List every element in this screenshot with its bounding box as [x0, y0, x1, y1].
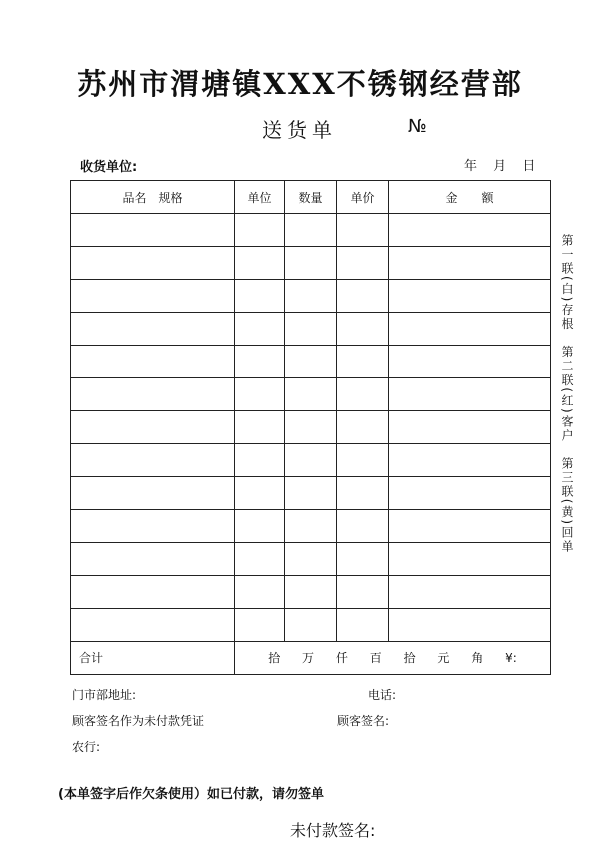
table-cell: [337, 542, 389, 575]
total-label: 合计: [71, 641, 235, 674]
column-header-unit: 单位: [235, 181, 285, 214]
table-row: [71, 312, 551, 345]
store-address-label: 门市部地址:: [72, 688, 137, 702]
table-cell: [285, 510, 337, 543]
table-row: [71, 575, 551, 608]
table-cell: [285, 378, 337, 411]
table-cell: [337, 312, 389, 345]
table-cell: [71, 575, 235, 608]
number-mark: №: [408, 116, 427, 137]
table-row: [71, 214, 551, 247]
date-year: 年: [464, 159, 478, 174]
table-cell: [71, 279, 235, 312]
unpaid-signature-label: 未付款签名:: [290, 821, 376, 840]
table-cell: [389, 411, 551, 444]
table-row: [71, 345, 551, 378]
date-month: 月: [493, 159, 507, 174]
table-cell: [235, 279, 285, 312]
table-cell: [71, 510, 235, 543]
copy-instructions: 第一联(白)存根 第二联(红)客户 第三联(黄)回单: [560, 234, 574, 555]
customer-signature-label: 顾客签名:: [337, 714, 390, 728]
table-cell: [71, 214, 235, 247]
table-cell: [337, 345, 389, 378]
table-cell: [285, 477, 337, 510]
receiver-label: 收货单位:: [80, 160, 138, 175]
document-subtitle: 送货单: [262, 118, 337, 142]
table-cell: [71, 312, 235, 345]
table-cell: [235, 345, 285, 378]
table-cell: [337, 608, 389, 641]
table-cell: [285, 444, 337, 477]
table-cell: [285, 608, 337, 641]
table-row: [71, 444, 551, 477]
table-cell: [285, 411, 337, 444]
table-cell: [285, 312, 337, 345]
table-cell: [389, 510, 551, 543]
table-cell: [235, 510, 285, 543]
table-row: [71, 510, 551, 543]
table-cell: [337, 279, 389, 312]
table-cell: [285, 246, 337, 279]
table-row: [71, 477, 551, 510]
table-cell: [71, 345, 235, 378]
table-cell: [235, 312, 285, 345]
table-cell: [337, 214, 389, 247]
goods-table: [70, 180, 551, 675]
table-cell: [71, 444, 235, 477]
table-cell: [337, 575, 389, 608]
table-cell: [235, 444, 285, 477]
table-cell: [337, 378, 389, 411]
column-header-item: 品名 规格: [71, 181, 235, 214]
table-row: [71, 378, 551, 411]
table-cell: [71, 608, 235, 641]
unit-qian: 仟: [335, 651, 348, 666]
table-cell: [389, 279, 551, 312]
table-cell: [71, 378, 235, 411]
table-cell: [389, 477, 551, 510]
table-cell: [389, 345, 551, 378]
table-cell: [337, 477, 389, 510]
table-cell: [285, 345, 337, 378]
table-cell: [337, 246, 389, 279]
table-cell: [389, 542, 551, 575]
table-cell: [235, 575, 285, 608]
table-cell: [389, 246, 551, 279]
table-cell: [235, 378, 285, 411]
amount-units: [235, 641, 551, 674]
table-cell: [71, 246, 235, 279]
table-cell: [389, 575, 551, 608]
table-row: [71, 279, 551, 312]
table-cell: [235, 542, 285, 575]
table-cell: [71, 411, 235, 444]
table-cell: [235, 246, 285, 279]
table-row: [71, 411, 551, 444]
table-cell: [235, 477, 285, 510]
unit-shi-2: 拾: [403, 651, 416, 666]
table-cell: [337, 510, 389, 543]
unit-jiao: 角: [471, 651, 484, 666]
unit-yuan: 元: [437, 651, 450, 666]
table-row: [71, 608, 551, 641]
table-row: [71, 542, 551, 575]
unit-bai: 百: [369, 651, 382, 666]
signature-note: 顾客签名作为未付款凭证: [72, 714, 205, 728]
table-cell: [235, 608, 285, 641]
unit-wan: 万: [302, 651, 315, 666]
table-cell: [71, 477, 235, 510]
column-header-quantity: 数量: [285, 181, 337, 214]
table-cell: [235, 214, 285, 247]
table-header-row: [71, 181, 551, 214]
date-day: 日: [522, 159, 536, 174]
document-title: 苏州市渭塘镇XXX不锈钢经营部: [77, 67, 523, 101]
table-cell: [389, 444, 551, 477]
table-cell: [389, 312, 551, 345]
usage-notice: (本单签字后作欠条使用）如已付款，请勿签单: [58, 787, 324, 802]
total-row: [71, 641, 551, 674]
unit-yen: ¥:: [505, 651, 517, 666]
table-cell: [389, 214, 551, 247]
column-header-amount: 金 额: [389, 181, 551, 214]
bank-label: 农行:: [72, 740, 101, 754]
table-cell: [389, 608, 551, 641]
table-row: [71, 246, 551, 279]
unit-shi-1: 拾: [268, 651, 281, 666]
table-cell: [285, 279, 337, 312]
table-cell: [285, 542, 337, 575]
date-fields: [464, 155, 535, 174]
table-cell: [389, 378, 551, 411]
table-cell: [285, 214, 337, 247]
table-cell: [235, 411, 285, 444]
table-cell: [71, 542, 235, 575]
phone-label: 电话:: [368, 688, 397, 702]
table-cell: [337, 411, 389, 444]
column-header-price: 单价: [337, 181, 389, 214]
table-cell: [285, 575, 337, 608]
table-cell: [337, 444, 389, 477]
